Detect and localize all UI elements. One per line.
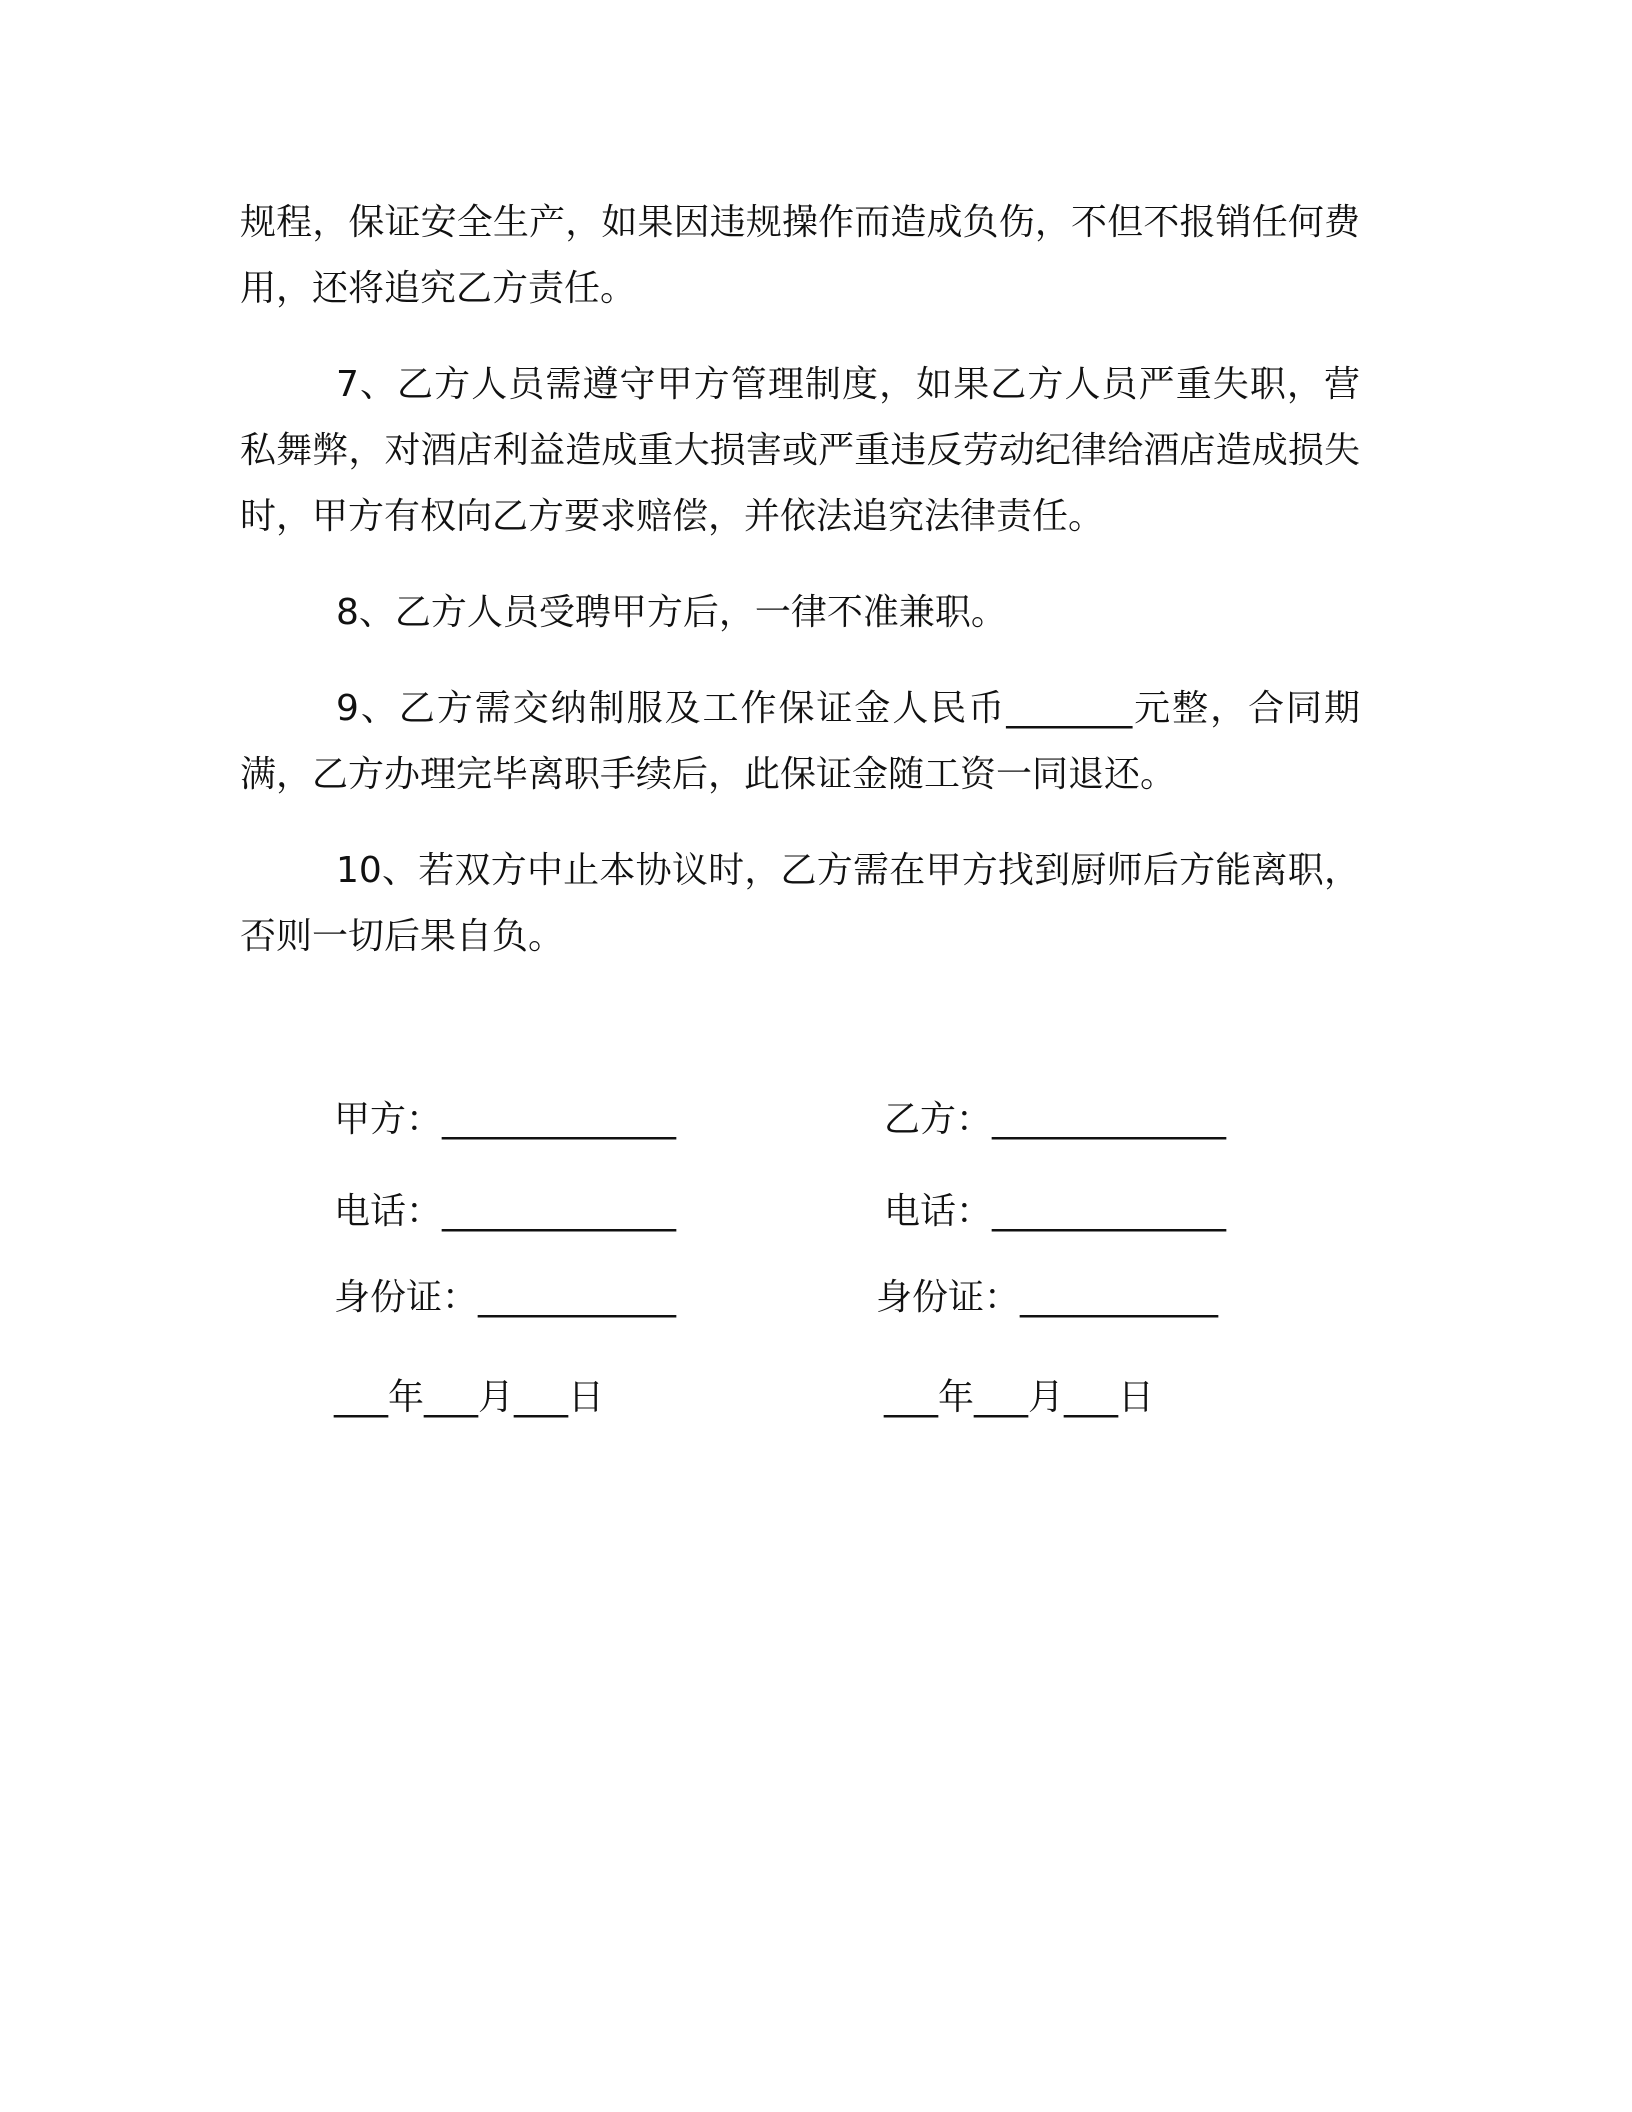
party-a-phone-line: 电话：_____________ (334, 1191, 677, 1232)
party-b-name-line: 乙方：_____________ (884, 1099, 1227, 1140)
party-b-phone-line: 电话：_____________ (884, 1191, 1227, 1232)
party-a-id-line: 身份证：___________ (334, 1277, 677, 1318)
party-a-name-line: 甲方：_____________ (334, 1099, 677, 1140)
party-b-id-line: 身份证：___________ (876, 1277, 1219, 1318)
paragraph-continuation: 规程，保证安全生产，如果因违规操作而造成负伤，不但不报销任何费用，还将追究乙方责任。 (240, 202, 1360, 309)
clause-7: 7、乙方人员需遵守甲方管理制度，如果乙方人员严重失职，营私舞弊，对酒店利益造成重大损害或严重违反劳动纪律给酒店造成损失时，甲方有权向乙方要求赔偿，并依法追究法律责任。 (240, 364, 1360, 537)
party-a-date-line: ___年___月___日 (334, 1377, 605, 1418)
party-b-date-line: ___年___月___日 (884, 1377, 1155, 1418)
clause-9: 9、乙方需交纳制服及工作保证金人民币_______元整，合同期满，乙方办理完毕离职手续后，此保证金随工资一同退还。 (240, 688, 1360, 795)
clause-8: 8、乙方人员受聘甲方后，一律不准兼职。 (336, 592, 1007, 633)
contract-body (240, 190, 1360, 1000)
clause-10: 10、若双方中止本协议时，乙方需在甲方找到厨师后方能离职，否则一切后果自负。 (240, 850, 1360, 957)
